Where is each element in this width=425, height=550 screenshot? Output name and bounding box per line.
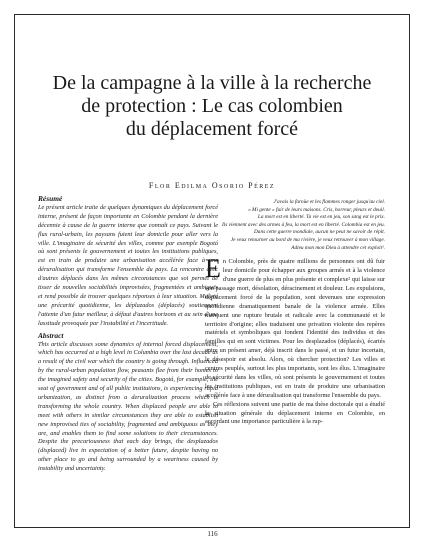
resume-heading: Résumé (38, 194, 63, 203)
author-name: Flor Edilma Osorio Pérez (148, 181, 276, 190)
resume-text: Le présent article traite de quelques dynamiques du déplacement forcé interne, présent de façon importante en Colombie pendant la dernière décennie à cause de la guerre interne que connaît ce pays. Suivant le flux rural-urbain, les paysans fuient leur domicile pour aller vers la ville. L'imaginaire de sécurité des villes, comme par exemple Bogotá où sont présents le gouvernement et toutes les institutions publiques, est en train de produire une urbanisation accélérée face à une déruralisation qui transforme l'ensemble du pays. La rencontre avec d'autres déplacés dans les mêmes circonstances que soi permet de tisser de nouvelles sociabilités improvisées, fragmentées et ambiguës et rend possible de trouver quelques réponses à leur situation. Malgré une précarité quotidienne, les déplazados (déplacés) soutiennent l'attente d'un futur meilleur, à défaut d'autres horizons et au sein d'une lassitude provoquée par l'instabilité et l'incertitude. (38, 203, 218, 327)
epigraph-line: Ils viennent avec des armes à feu, la mort est en liberté. Colombia est en jeu. (222, 221, 385, 228)
left-column (38, 195, 218, 474)
epigraph-line: Dans cette guerre mondiale, aucun ne peut ne savoir de répit. (253, 229, 385, 236)
right-column (205, 195, 385, 427)
epigraph-line: Adieu mon mon Dieu à attendre cet exploit¹. (291, 244, 385, 251)
epigraph-line: J'avais la faroüe et les flammes ronger jusqu'au ciel. (273, 199, 385, 205)
article-title (24, 72, 400, 141)
body-paragraph (205, 254, 385, 401)
page-number: 116 (207, 530, 218, 538)
epigraph-line: La mort est en liberté. Ta vie est en jeu, son sang est le prix. (257, 214, 385, 221)
body-paragraph: Ces réflexions suivent une partie de ma thèse doctorale qui a étudié la situation générale du déplacement interne en Colombie, en accordant une importance particulière à la rup- (205, 400, 385, 426)
epigraph (205, 199, 385, 252)
title-line-1: De la campagne à la ville à la recherche (52, 72, 372, 94)
abstract-text: This article discusses some dynamics of internal forced displacement, which has occurred at a high level in Columbia over the last decade as a result of the civil war which the country is going through. Influenced by the rural-urban population flow, peasants flee from their homes to the imagined safety and security of the cities. Bogotá, for example, the seat of government and of all public institutions, is experiencing rapid urbanization, as distinct from a deruralization process which is transforming the whole country. When displaced people are able to meet with others in similar circumstances they are able to establish new improvised ties of sociability, fragmented and ambiguous as they are, and enables them to find some solutions to their circumstances. Despite the precariousness that each day brings, the desplazados (displaced) live in expectation of a better future, despite having no other place to go and being surrounded by a weariness caused by instability and uncertainty. (38, 340, 218, 473)
drop-cap: E (205, 254, 221, 284)
epigraph-line: « Mi gente » fuir de leurs maisons. Cris, horreur, pleurs et deuil. (248, 206, 385, 213)
epigraph-line: Je veux retourner au bord de ma rivière, je veux retrouver à mon village. (230, 236, 385, 243)
body-paragraph-text: n Colombie, près de quatre millions de personnes ont dû fuir leur domicile pour échapper aux groupes armés et à la violence d'une guerre de plus en plus présente et complexe² qui laisse sur son passage mort, désolation, déracinement et douleur. Les expulsions, déplacement forcé de la population, sont devenues une expression quotidienne dramatiquement banale de la violence armée. Elles marquent une rupture brutale et radicale avec la communauté et le territoire d'origine; elles traduisent une privation violente des repères matériels et symboliques qui fondent l'identité des individus et des familles qui en sont victimes. Pour les desplazados (déplacés), écartés entre un présent amer, déjà inscrit dans le passé, et un futur incertain, le désespoir est absolu. Alors, où chercher protection? Les villes et centres peuplés, surtout les plus importants, sont les élus. L'imaginaire de sécurité dans les villes, où sont présents le gouvernement et toutes les institutions publiques, est en train de produire une urbanisation accélérée face à une déruralisation qui transforme l'ensemble du pays. (205, 258, 385, 399)
title-line-2: de protection : Le cas colombien (81, 95, 343, 117)
title-line-3: du déplacement forcé (125, 118, 299, 140)
abstract-heading: Abstract (38, 330, 64, 340)
